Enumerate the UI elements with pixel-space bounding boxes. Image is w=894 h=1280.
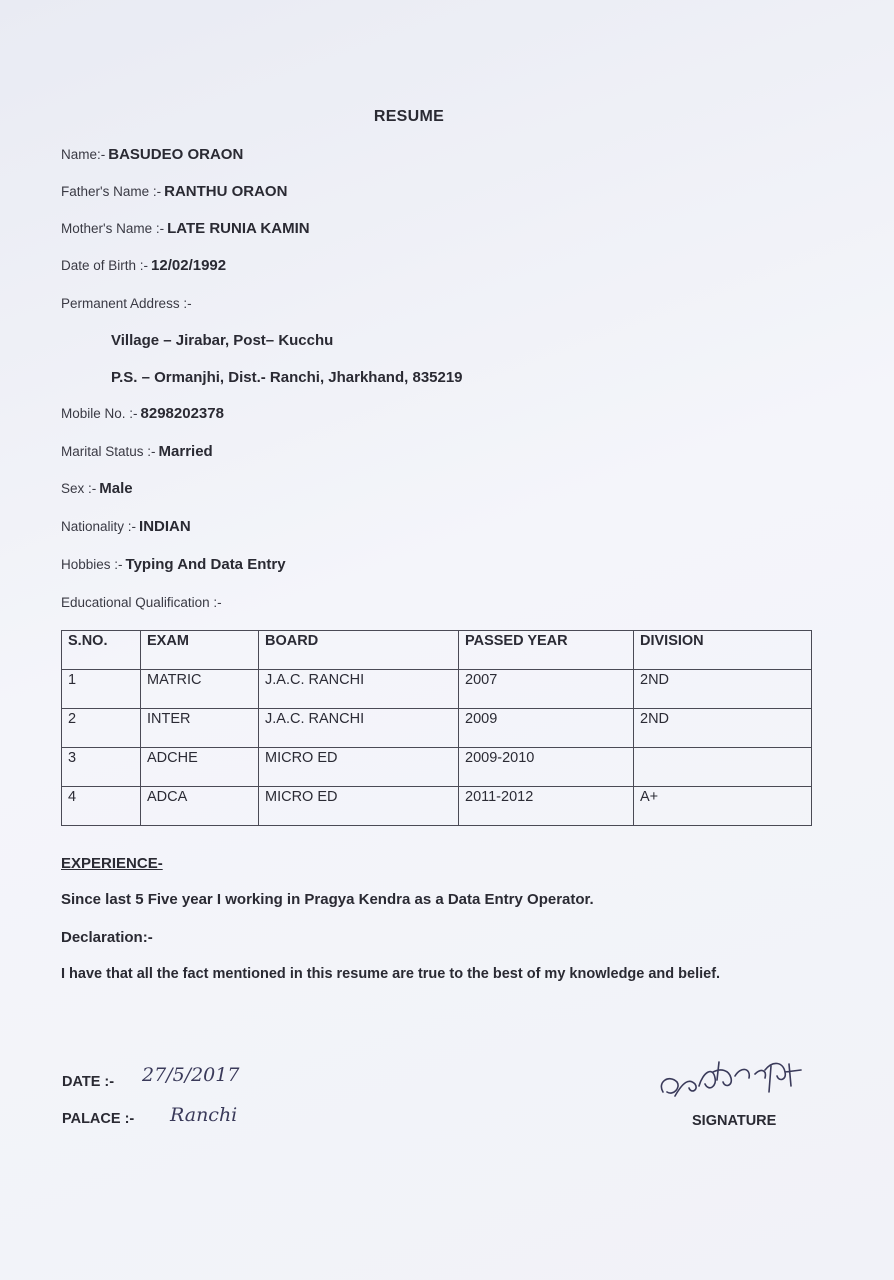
cell-division: 2ND <box>634 709 812 748</box>
cell-passed-year: 2009 <box>459 709 634 748</box>
header-sno: S.NO. <box>62 631 141 670</box>
father-name-row <box>61 183 287 200</box>
cell-board: MICRO ED <box>259 748 459 787</box>
cell-sno: 2 <box>62 709 141 748</box>
education-row <box>61 594 222 610</box>
table-row <box>62 748 812 787</box>
name-value: BASUDEO ORAON <box>108 146 244 163</box>
address-line-1: Village – Jirabar, Post– Kucchu <box>111 332 334 349</box>
address-label: Permanent Address :- <box>61 296 192 311</box>
date-handwritten-value: 27/5/2017 <box>142 1064 240 1086</box>
sex-value: Male <box>99 480 133 497</box>
place-label: PALACE :- <box>62 1111 135 1127</box>
father-name-value: RANTHU ORAON <box>164 183 288 200</box>
education-label: Educational Qualification :- <box>61 595 222 610</box>
experience-text: Since last 5 Five year I working in Pragya Kendra as a Data Entry Operator. <box>61 891 594 908</box>
sex-label: Sex :- <box>61 481 97 496</box>
name-label: Name:- <box>61 147 106 162</box>
cell-sno: 3 <box>62 748 141 787</box>
father-name-label: Father's Name :- <box>61 184 162 199</box>
table-header-row <box>62 631 812 670</box>
marital-value: Married <box>158 443 213 460</box>
address-row <box>61 295 192 311</box>
page-title: RESUME <box>373 108 445 125</box>
cell-board: J.A.C. RANCHI <box>259 670 459 709</box>
mobile-value: 8298202378 <box>140 405 224 422</box>
mobile-label: Mobile No. :- <box>61 406 138 421</box>
cell-passed-year: 2011-2012 <box>459 787 634 826</box>
cell-passed-year: 2007 <box>459 670 634 709</box>
cell-exam: MATRIC <box>141 670 259 709</box>
declaration-text: I have that all the fact mentioned in this resume are true to the best of my knowledge and belief. <box>61 966 721 982</box>
dob-value: 12/02/1992 <box>151 257 227 274</box>
name-row <box>61 146 243 163</box>
cell-exam: INTER <box>141 709 259 748</box>
date-label: DATE :- <box>62 1074 115 1090</box>
marital-row <box>61 443 213 460</box>
place-handwritten-value: Ranchi <box>170 1104 238 1126</box>
header-board: BOARD <box>259 631 459 670</box>
cell-exam: ADCA <box>141 787 259 826</box>
table-row <box>62 787 812 826</box>
signature-label: SIGNATURE <box>692 1113 777 1129</box>
sex-row <box>61 480 133 497</box>
mother-name-row <box>61 220 310 237</box>
nationality-value: INDIAN <box>139 518 191 535</box>
cell-division: 2ND <box>634 670 812 709</box>
address-line-2: P.S. – Ormanjhi, Dist.- Ranchi, Jharkhand, 835219 <box>111 369 463 386</box>
header-division: DIVISION <box>634 631 812 670</box>
hobbies-row <box>61 556 286 573</box>
education-table <box>61 630 812 826</box>
nationality-label: Nationality :- <box>61 519 137 534</box>
table-row <box>62 670 812 709</box>
marital-label: Marital Status :- <box>61 444 156 459</box>
mother-name-label: Mother's Name :- <box>61 221 165 236</box>
cell-division <box>634 748 812 787</box>
header-exam: EXAM <box>141 631 259 670</box>
hobbies-value: Typing And Data Entry <box>125 556 286 573</box>
cell-exam: ADCHE <box>141 748 259 787</box>
cell-board: MICRO ED <box>259 787 459 826</box>
cell-board: J.A.C. RANCHI <box>259 709 459 748</box>
hobbies-label: Hobbies :- <box>61 557 123 572</box>
mother-name-value: LATE RUNIA KAMIN <box>167 220 310 237</box>
nationality-row <box>61 518 191 535</box>
dob-row <box>61 257 226 274</box>
declaration-heading: Declaration:- <box>61 929 153 946</box>
experience-heading: EXPERIENCE- <box>61 855 163 872</box>
mobile-row <box>61 405 224 422</box>
table-row <box>62 709 812 748</box>
cell-sno: 4 <box>62 787 141 826</box>
handwritten-signature <box>655 1052 815 1114</box>
dob-label: Date of Birth :- <box>61 258 149 273</box>
cell-passed-year: 2009-2010 <box>459 748 634 787</box>
cell-division: A+ <box>634 787 812 826</box>
cell-sno: 1 <box>62 670 141 709</box>
header-passed-year: PASSED YEAR <box>459 631 634 670</box>
